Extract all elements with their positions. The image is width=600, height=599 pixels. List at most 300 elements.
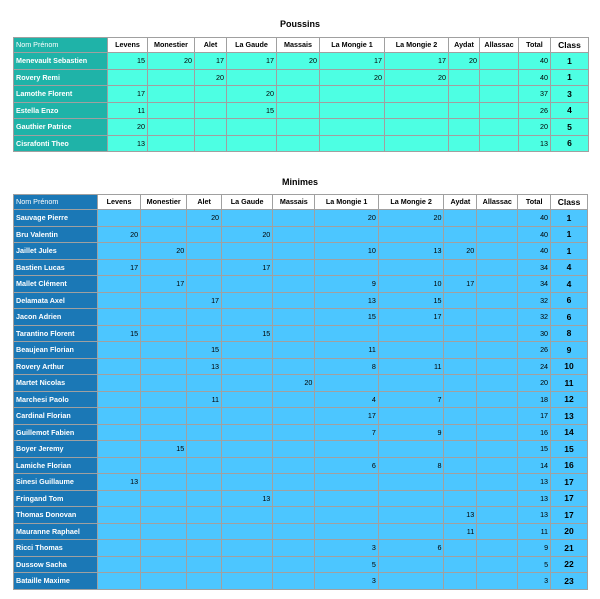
score-cell: [141, 408, 187, 425]
score-cell: 32: [518, 309, 551, 326]
score-cell: [444, 226, 477, 243]
table-row: [14, 375, 588, 392]
column-header: Class: [551, 38, 589, 53]
athlete-name-cell: Marchesi Paolo: [14, 391, 98, 408]
score-cell: [477, 358, 518, 375]
score-cell: [315, 226, 379, 243]
score-cell: [477, 243, 518, 260]
score-cell: 20: [98, 226, 141, 243]
score-cell: [444, 210, 477, 227]
table-row: [14, 358, 588, 375]
score-cell: 20: [277, 53, 320, 70]
column-header: Total: [518, 195, 551, 210]
score-cell: [187, 540, 222, 557]
score-cell: [480, 69, 519, 86]
score-cell: [187, 573, 222, 590]
score-cell: [98, 342, 141, 359]
table-row: [14, 540, 588, 557]
column-header: La Mongie 1: [315, 195, 379, 210]
column-header: Total: [519, 38, 551, 53]
score-cell: [477, 457, 518, 474]
score-cell: [385, 86, 449, 103]
score-cell: 14: [518, 457, 551, 474]
score-cell: [477, 226, 518, 243]
score-cell: 20: [148, 53, 195, 70]
score-cell: 17: [378, 309, 444, 326]
class-cell: 6: [551, 135, 589, 152]
score-cell: [98, 375, 141, 392]
score-cell: [98, 540, 141, 557]
score-cell: 15: [518, 441, 551, 458]
score-cell: [449, 135, 480, 152]
score-cell: 15: [378, 292, 444, 309]
score-cell: [315, 490, 379, 507]
score-cell: 13: [108, 135, 148, 152]
athlete-name-cell: Lamothe Florent: [14, 86, 108, 103]
score-cell: [222, 243, 273, 260]
score-cell: 34: [518, 259, 551, 276]
class-cell: 1: [551, 226, 588, 243]
athlete-name-cell: Guillemot Fabien: [14, 424, 98, 441]
score-cell: [444, 408, 477, 425]
score-cell: 11: [315, 342, 379, 359]
score-cell: [222, 556, 273, 573]
class-cell: 17: [551, 474, 588, 491]
class-cell: 17: [551, 507, 588, 524]
athlete-name-cell: Tarantino Florent: [14, 325, 98, 342]
table-row: [14, 507, 588, 524]
score-cell: [98, 309, 141, 326]
score-cell: [141, 391, 187, 408]
score-cell: [477, 259, 518, 276]
score-cell: 15: [108, 53, 148, 70]
class-cell: 4: [551, 102, 589, 119]
athlete-name-cell: Jacon Adrien: [14, 309, 98, 326]
score-cell: 13: [187, 358, 222, 375]
score-cell: [222, 210, 273, 227]
score-cell: 4: [315, 391, 379, 408]
score-cell: 13: [378, 243, 444, 260]
score-cell: [477, 540, 518, 557]
score-cell: [222, 474, 273, 491]
score-cell: 17: [108, 86, 148, 103]
athlete-name-cell: Lamiche Florian: [14, 457, 98, 474]
score-cell: [141, 457, 187, 474]
score-cell: 9: [378, 424, 444, 441]
score-cell: [320, 135, 385, 152]
class-cell: 3: [551, 86, 589, 103]
score-cell: [98, 556, 141, 573]
score-cell: 17: [320, 53, 385, 70]
score-cell: [273, 226, 315, 243]
score-cell: [222, 540, 273, 557]
score-cell: [141, 309, 187, 326]
score-cell: [273, 342, 315, 359]
score-cell: 9: [315, 276, 379, 293]
score-cell: [315, 325, 379, 342]
score-cell: [222, 391, 273, 408]
score-cell: 3: [315, 540, 379, 557]
score-cell: [444, 490, 477, 507]
score-cell: 34: [518, 276, 551, 293]
score-cell: [187, 490, 222, 507]
score-cell: 11: [378, 358, 444, 375]
score-cell: 10: [315, 243, 379, 260]
score-cell: [187, 523, 222, 540]
score-cell: [141, 540, 187, 557]
score-cell: [141, 375, 187, 392]
score-cell: 13: [519, 135, 551, 152]
table-row: [14, 292, 588, 309]
score-cell: [480, 119, 519, 136]
score-cell: [227, 119, 277, 136]
score-cell: [378, 325, 444, 342]
score-cell: [449, 102, 480, 119]
class-cell: 9: [551, 342, 588, 359]
score-cell: [187, 325, 222, 342]
score-cell: [444, 474, 477, 491]
score-cell: [477, 210, 518, 227]
table-row: [14, 391, 588, 408]
score-cell: [444, 573, 477, 590]
athlete-name-cell: Ricci Thomas: [14, 540, 98, 557]
score-cell: [273, 292, 315, 309]
athlete-name-cell: Dussow Sacha: [14, 556, 98, 573]
score-cell: [378, 507, 444, 524]
score-cell: 6: [378, 540, 444, 557]
score-cell: [187, 276, 222, 293]
score-cell: [148, 69, 195, 86]
class-cell: 21: [551, 540, 588, 557]
score-cell: [222, 342, 273, 359]
column-header: Levens: [108, 38, 148, 53]
score-cell: [477, 441, 518, 458]
score-cell: 13: [518, 490, 551, 507]
score-cell: 9: [518, 540, 551, 557]
score-cell: [273, 309, 315, 326]
table-row: [14, 210, 588, 227]
score-cell: [187, 474, 222, 491]
athlete-name-cell: Delamata Axel: [14, 292, 98, 309]
score-cell: [444, 556, 477, 573]
score-cell: 5: [518, 556, 551, 573]
score-cell: [378, 342, 444, 359]
score-cell: [480, 53, 519, 70]
score-cell: [277, 69, 320, 86]
score-cell: 8: [315, 358, 379, 375]
score-cell: [273, 210, 315, 227]
column-header: La Mongie 2: [378, 195, 444, 210]
score-cell: [98, 523, 141, 540]
score-cell: [477, 523, 518, 540]
score-cell: [273, 490, 315, 507]
score-cell: [195, 86, 227, 103]
score-cell: 17: [195, 53, 227, 70]
score-cell: [444, 424, 477, 441]
score-cell: [477, 375, 518, 392]
score-cell: 40: [518, 226, 551, 243]
athlete-name-cell: Mallet Clément: [14, 276, 98, 293]
athlete-name-cell: Menevault Sebastien: [14, 53, 108, 70]
score-cell: [141, 292, 187, 309]
table-row: [14, 457, 588, 474]
score-cell: [444, 325, 477, 342]
score-cell: 3: [315, 573, 379, 590]
athlete-name-cell: Bru Valentin: [14, 226, 98, 243]
score-cell: [378, 375, 444, 392]
score-cell: [98, 210, 141, 227]
table-row: [14, 309, 588, 326]
score-cell: [148, 119, 195, 136]
score-cell: [385, 119, 449, 136]
column-header: Monestier: [141, 195, 187, 210]
score-cell: [477, 391, 518, 408]
score-cell: [477, 292, 518, 309]
score-cell: 16: [518, 424, 551, 441]
score-cell: [315, 507, 379, 524]
table-row: [14, 474, 588, 491]
score-cell: [273, 276, 315, 293]
score-cell: 15: [315, 309, 379, 326]
class-cell: 1: [551, 210, 588, 227]
table-row: [14, 573, 588, 590]
column-header: Alet: [187, 195, 222, 210]
column-header: Massais: [277, 38, 320, 53]
table-row: [14, 556, 588, 573]
table-row: [14, 408, 588, 425]
score-cell: [273, 441, 315, 458]
table-row: [14, 259, 588, 276]
score-cell: [141, 424, 187, 441]
athlete-name-cell: Mauranne Raphael: [14, 523, 98, 540]
athlete-name-cell: Boyer Jeremy: [14, 441, 98, 458]
class-cell: 12: [551, 391, 588, 408]
score-cell: [222, 358, 273, 375]
score-cell: [98, 507, 141, 524]
column-header: La Mongie 1: [320, 38, 385, 53]
score-cell: [141, 507, 187, 524]
score-cell: [277, 135, 320, 152]
athlete-name-cell: Gauthier Patrice: [14, 119, 108, 136]
score-cell: [273, 523, 315, 540]
athlete-name-cell: Rovery Remi: [14, 69, 108, 86]
score-cell: 15: [222, 325, 273, 342]
score-cell: [277, 86, 320, 103]
score-cell: [477, 507, 518, 524]
score-cell: 15: [141, 441, 187, 458]
score-cell: 40: [518, 210, 551, 227]
athlete-name-cell: Rovery Arthur: [14, 358, 98, 375]
score-cell: 11: [518, 523, 551, 540]
athlete-name-cell: Thomas Donovan: [14, 507, 98, 524]
score-cell: [320, 102, 385, 119]
class-cell: 4: [551, 276, 588, 293]
score-cell: [480, 102, 519, 119]
score-cell: 7: [315, 424, 379, 441]
score-cell: [98, 424, 141, 441]
score-cell: [477, 474, 518, 491]
score-cell: [141, 210, 187, 227]
score-cell: [222, 441, 273, 458]
score-cell: [273, 424, 315, 441]
score-cell: [187, 507, 222, 524]
score-cell: 17: [141, 276, 187, 293]
column-header: Nom Prénom: [14, 38, 108, 53]
score-cell: 20: [449, 53, 480, 70]
score-cell: [187, 243, 222, 260]
score-cell: 17: [222, 259, 273, 276]
score-cell: [227, 69, 277, 86]
score-cell: 11: [108, 102, 148, 119]
score-cell: [222, 375, 273, 392]
score-cell: [273, 474, 315, 491]
score-cell: 17: [98, 259, 141, 276]
score-cell: [195, 102, 227, 119]
column-header: Alet: [195, 38, 227, 53]
score-cell: 40: [519, 69, 551, 86]
score-cell: 20: [385, 69, 449, 86]
score-cell: [273, 391, 315, 408]
class-cell: 23: [551, 573, 588, 590]
table-row: [14, 342, 588, 359]
score-cell: [477, 573, 518, 590]
class-cell: 6: [551, 309, 588, 326]
column-header: La Gaude: [227, 38, 277, 53]
score-cell: 20: [519, 119, 551, 136]
score-cell: 17: [385, 53, 449, 70]
score-cell: [273, 457, 315, 474]
score-cell: [187, 309, 222, 326]
score-cell: 3: [518, 573, 551, 590]
score-cell: [273, 259, 315, 276]
column-header: Monestier: [148, 38, 195, 53]
score-cell: [98, 243, 141, 260]
score-cell: [444, 391, 477, 408]
score-cell: 20: [187, 210, 222, 227]
score-cell: [222, 309, 273, 326]
score-cell: 20: [518, 375, 551, 392]
score-cell: [141, 556, 187, 573]
score-cell: [277, 119, 320, 136]
minimes-table: [13, 194, 588, 590]
score-cell: [98, 391, 141, 408]
class-cell: 5: [551, 119, 589, 136]
score-cell: 20: [222, 226, 273, 243]
column-header: Nom Prénom: [14, 195, 98, 210]
class-cell: 13: [551, 408, 588, 425]
score-cell: [98, 408, 141, 425]
class-cell: 16: [551, 457, 588, 474]
score-cell: [444, 309, 477, 326]
score-cell: [227, 135, 277, 152]
score-cell: [477, 325, 518, 342]
table-row: [14, 53, 589, 70]
class-cell: 17: [551, 490, 588, 507]
athlete-name-cell: Beaujean Florian: [14, 342, 98, 359]
athlete-name-cell: Jaillet Jules: [14, 243, 98, 260]
class-cell: 4: [551, 259, 588, 276]
score-cell: [378, 441, 444, 458]
score-cell: [108, 69, 148, 86]
athlete-name-cell: Martet Nicolas: [14, 375, 98, 392]
score-cell: [320, 86, 385, 103]
column-header: Allassac: [477, 195, 518, 210]
table-row: [14, 276, 588, 293]
athlete-name-cell: Bastien Lucas: [14, 259, 98, 276]
score-cell: [141, 342, 187, 359]
score-cell: 7: [378, 391, 444, 408]
score-cell: [222, 292, 273, 309]
score-cell: [98, 358, 141, 375]
score-cell: 20: [315, 210, 379, 227]
athlete-name-cell: Fringand Tom: [14, 490, 98, 507]
score-cell: [187, 226, 222, 243]
score-cell: [148, 102, 195, 119]
score-cell: [222, 523, 273, 540]
score-cell: [378, 408, 444, 425]
column-header: Aydat: [444, 195, 477, 210]
score-cell: [315, 474, 379, 491]
score-cell: [148, 135, 195, 152]
score-cell: [444, 540, 477, 557]
score-cell: 24: [518, 358, 551, 375]
score-cell: [187, 441, 222, 458]
column-header: Aydat: [449, 38, 480, 53]
score-cell: [222, 507, 273, 524]
score-cell: 37: [519, 86, 551, 103]
score-cell: 26: [519, 102, 551, 119]
column-header: Massais: [273, 195, 315, 210]
score-cell: 20: [195, 69, 227, 86]
score-cell: [444, 259, 477, 276]
score-cell: [273, 573, 315, 590]
score-cell: 13: [518, 474, 551, 491]
score-cell: [477, 408, 518, 425]
table-row: [14, 86, 589, 103]
score-cell: [273, 325, 315, 342]
score-cell: 40: [519, 53, 551, 70]
score-cell: [273, 358, 315, 375]
score-cell: [477, 276, 518, 293]
score-cell: [148, 86, 195, 103]
score-cell: [320, 119, 385, 136]
score-cell: [477, 309, 518, 326]
column-header: La Mongie 2: [385, 38, 449, 53]
score-cell: 15: [98, 325, 141, 342]
class-cell: 15: [551, 441, 588, 458]
score-cell: [187, 259, 222, 276]
header-row: [14, 38, 589, 53]
score-cell: 18: [518, 391, 551, 408]
class-cell: 8: [551, 325, 588, 342]
score-cell: [378, 259, 444, 276]
score-cell: 15: [227, 102, 277, 119]
score-cell: [273, 243, 315, 260]
score-cell: [187, 424, 222, 441]
score-cell: [444, 457, 477, 474]
table-row: [14, 135, 589, 152]
score-cell: [98, 441, 141, 458]
score-cell: 17: [187, 292, 222, 309]
score-cell: 13: [98, 474, 141, 491]
score-cell: [98, 457, 141, 474]
score-cell: 15: [187, 342, 222, 359]
class-cell: 20: [551, 523, 588, 540]
score-cell: [98, 276, 141, 293]
score-cell: [378, 556, 444, 573]
poussins-table: [13, 37, 589, 152]
score-cell: [222, 573, 273, 590]
